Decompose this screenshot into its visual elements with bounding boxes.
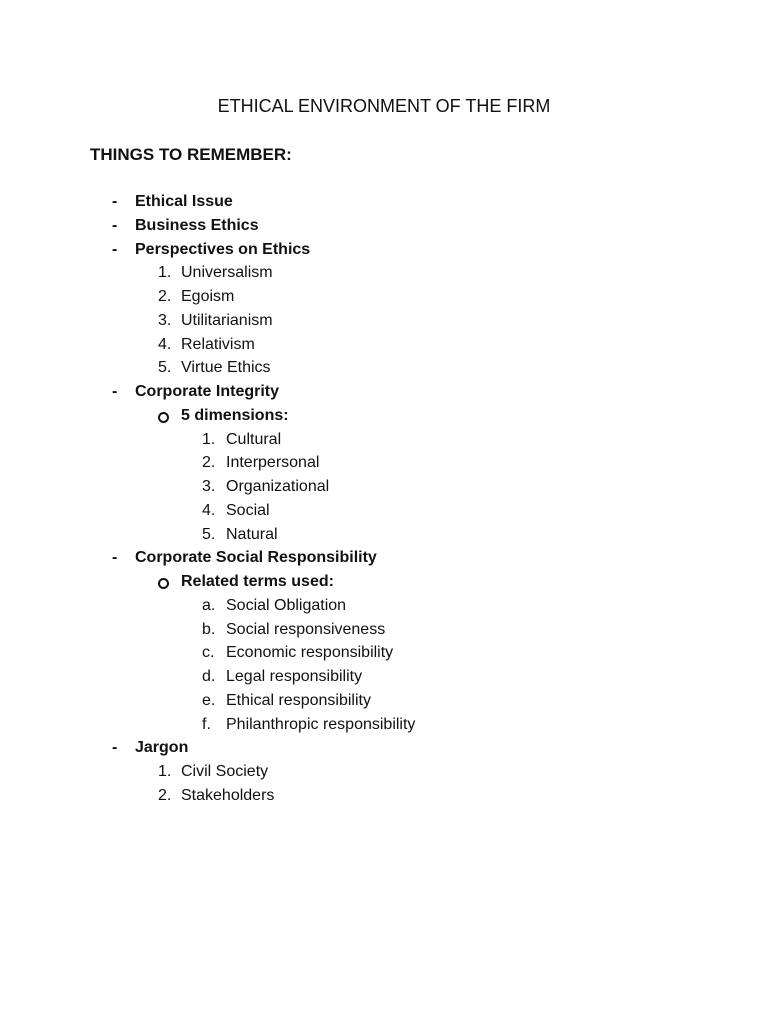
list-item-text: Social [226,501,270,519]
letter-marker: b. [202,620,216,638]
number-marker: 2. [158,288,172,305]
letter-marker: a. [202,596,216,614]
document-title: ETHICAL ENVIRONMENT OF THE FIRM [217,96,551,116]
list-item-text: Cultural [226,430,282,448]
list-item-text: Relativism [181,335,255,353]
list-item [0,618,768,642]
list-item-text: Jargon [135,739,189,757]
number-marker: 4. [202,501,216,519]
circle-bullet-icon [158,404,169,431]
list-item-text: Philanthropic responsibility [226,715,416,733]
list-item-text: Organizational [226,478,330,495]
list-item-text: Interpersonal [226,454,320,472]
list-item-text: Related terms used: [181,573,334,590]
list-item [0,356,768,380]
list-item [0,309,768,333]
list-item-text: Perspectives on Ethics [135,240,311,258]
number-marker: 1. [158,763,172,780]
list-item-text: Social responsiveness [226,620,386,638]
list-item [0,523,768,547]
letter-marker: e. [202,691,216,709]
list-item [0,784,768,808]
dash-marker: - [112,216,118,234]
list-item-text: Ethical Issue [135,193,233,210]
list-item [0,689,768,713]
list-item-text: Social Obligation [226,596,347,614]
list-item-text: Ethical responsibility [226,691,371,709]
list-item [0,475,768,499]
dash-marker: - [112,383,118,400]
list-item-text: Universalism [181,264,273,282]
number-marker: 2. [202,454,216,472]
list-item [0,451,768,475]
list-item-text: Economic responsibility [226,644,394,662]
dash-marker: - [112,240,118,258]
dash-marker: - [112,193,118,210]
list-item-text: Virtue Ethics [181,359,271,377]
list-item [0,333,768,357]
list-item [0,570,768,594]
list-item [0,380,768,404]
list-item-text: 5 dimensions: [181,406,289,424]
number-marker: 1. [202,430,216,448]
outline-list [0,190,768,808]
number-marker: 5. [158,359,172,377]
number-marker: 2. [158,786,172,804]
list-item-text: Corporate Integrity [135,383,280,400]
number-marker: 4. [158,335,172,353]
number-marker: 5. [202,525,216,543]
list-item [0,404,768,428]
number-marker: 3. [202,478,216,495]
letter-marker: d. [202,668,216,685]
list-item-text: Utilitarianism [181,311,273,329]
list-item [0,190,768,214]
list-item-text: Egoism [181,288,235,305]
list-item [0,214,768,238]
letter-marker: c. [202,644,215,662]
circle-bullet-icon [158,570,169,597]
list-item [0,238,768,262]
list-item [0,760,768,784]
list-item-text: Civil Society [181,763,269,780]
list-item [0,546,768,570]
list-item [0,594,768,618]
list-item [0,499,768,523]
document-subtitle: THINGS TO REMEMBER: [90,145,292,164]
letter-marker: f. [202,715,211,733]
list-item-text: Corporate Social Responsibility [135,549,377,567]
list-item-text: Natural [226,525,278,543]
list-item [0,285,768,309]
dash-marker: - [112,739,118,757]
list-item [0,261,768,285]
dash-marker: - [112,549,118,567]
list-item [0,713,768,737]
list-item-text: Business Ethics [135,216,259,234]
list-item [0,428,768,452]
list-item-text: Legal responsibility [226,668,363,685]
number-marker: 1. [158,264,172,282]
list-item [0,736,768,760]
list-item [0,665,768,689]
list-item-text: Stakeholders [181,786,275,804]
list-item [0,641,768,665]
number-marker: 3. [158,311,172,329]
